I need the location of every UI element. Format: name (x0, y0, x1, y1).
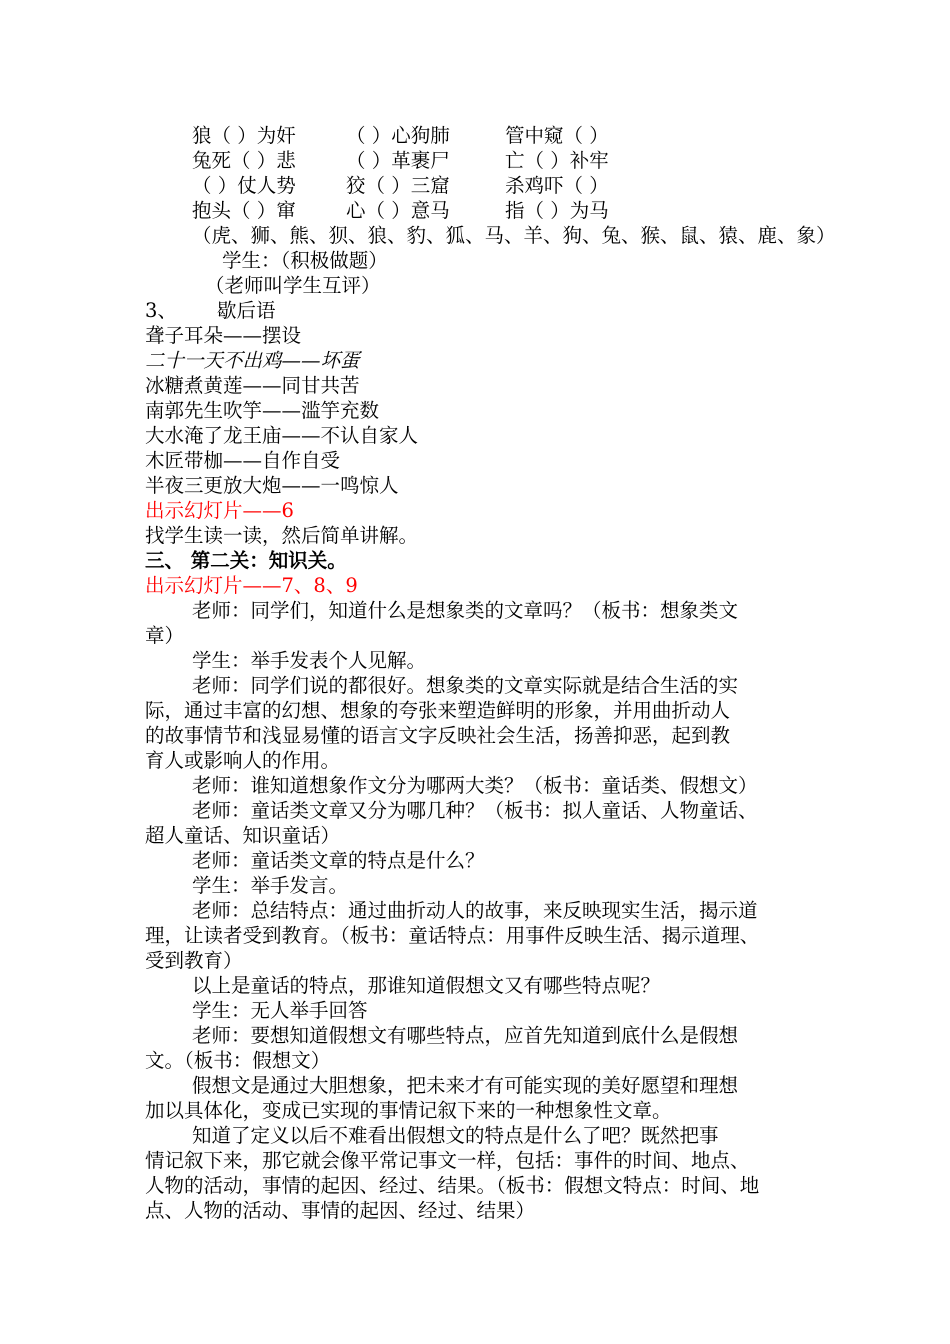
body-line: 加以具体化，变成已实现的事情记叙下来的一种想象性文章。 (145, 1099, 672, 1122)
body-line: 际，通过丰富的幻想、想象的夸张来塑造鲜明的形象，并用曲折动人 (145, 699, 731, 722)
xiehouyu-item: 聋子耳朵——摆设 (145, 324, 302, 347)
idiom-cell: 指（ ）为马 (505, 199, 609, 222)
body-line: 超人童话、知识童话） (145, 824, 341, 847)
teacher-instruction: （老师叫学生互评） (205, 274, 381, 297)
student-activity: 学生：（积极做题） (222, 249, 388, 272)
body-line: 老师：童话类文章又分为哪几种？（板书：拟人童话、人物童话、 (192, 799, 758, 822)
body-line: 受到教育） (145, 949, 243, 972)
section-title: 歇后语 (217, 299, 276, 322)
body-line: 知道了定义以后不难看出假想文的特点是什么了吧？既然把事 (192, 1124, 719, 1147)
xiehouyu-item: 冰糖煮黄莲——同甘共苦 (145, 374, 360, 397)
teaching-step: 找学生读一读，然后简单讲解。 (145, 524, 419, 547)
body-line: 文。（板书：假想文） (145, 1049, 331, 1072)
idiom-cell: 狡（ ）三窟 (346, 174, 450, 197)
idiom-cell: 狼（ ）为奸 (192, 124, 296, 147)
idiom-cell: 管中窥（ ） (505, 124, 609, 147)
body-line: 以上是童话的特点，那谁知道假想文又有哪些特点呢？ (192, 974, 661, 997)
body-line: 老师：同学们，知道什么是想象类的文章吗？（板书：想象类文 (192, 599, 739, 622)
body-line: 老师：总结特点：通过曲折动人的故事，来反映现实生活，揭示道 (192, 899, 758, 922)
part-heading: 三、 第二关：知识关。 (145, 549, 347, 572)
body-line: 点、人物的活动、事情的起因、经过、结果） (145, 1199, 536, 1222)
body-line: 老师：童话类文章的特点是什么？ (192, 849, 485, 872)
body-line: 学生：无人举手回答 (192, 999, 368, 1022)
idiom-cell: （ ）仗人势 (192, 174, 296, 197)
body-line: 的故事情节和浅显易懂的语言文字反映社会生活，扬善抑恶，起到教 (145, 724, 731, 747)
body-line: 学生：举手发言。 (192, 874, 349, 897)
animal-choices: （虎、狮、熊、狈、狼、豹、狐、马、羊、狗、兔、猴、鼠、猿、鹿、象） (192, 224, 836, 247)
body-line: 老师：同学们说的都很好。想象类的文章实际就是结合生活的实 (192, 674, 739, 697)
xiehouyu-item: 木匠带枷——自作自受 (145, 449, 341, 472)
idiom-cell: 抱头（ ）窜 (192, 199, 296, 222)
idiom-cell: 亡（ ）补牢 (505, 149, 609, 172)
slide-note: 出示幻灯片——7、8、9 (145, 574, 358, 597)
idiom-cell: （ ）革裹尸 (346, 149, 450, 172)
body-line: 章） (145, 624, 185, 647)
body-line: 老师：要想知道假想文有哪些特点，应首先知道到底什么是假想 (192, 1024, 739, 1047)
body-line: 假想文是通过大胆想象，把未来才有可能实现的美好愿望和理想 (192, 1074, 739, 1097)
idiom-cell: 兔死（ ）悲 (192, 149, 296, 172)
body-line: 情记叙下来，那它就会像平常记事文一样，包括：事件的时间、地点、 (145, 1149, 750, 1172)
body-line: 理，让读者受到教育。（板书：童话特点：用事件反映生活、揭示道理、 (145, 924, 760, 947)
slide-note: 出示幻灯片——6 (145, 499, 294, 522)
body-line: 学生：举手发表个人见解。 (192, 649, 427, 672)
xiehouyu-item: 半夜三更放大炮——一鸣惊人 (145, 474, 399, 497)
xiehouyu-item: 二十一天不出鸡——坏蛋 (145, 349, 360, 372)
section-number: 3、 (145, 299, 177, 322)
body-line: 老师：谁知道想象作文分为哪两大类？（板书：童话类、假想文） (192, 774, 758, 797)
xiehouyu-item: 大水淹了龙王庙——不认自家人 (145, 424, 419, 447)
idiom-cell: 杀鸡吓（ ） (505, 174, 609, 197)
idiom-cell: （ ）心狗肺 (346, 124, 450, 147)
body-line: 人物的活动，事情的起因、经过、结果。（板书：假想文特点：时间、地 (145, 1174, 760, 1197)
body-line: 育人或影响人的作用。 (145, 749, 341, 772)
xiehouyu-item: 南郭先生吹竽——滥竽充数 (145, 399, 380, 422)
idiom-cell: 心（ ）意马 (346, 199, 450, 222)
